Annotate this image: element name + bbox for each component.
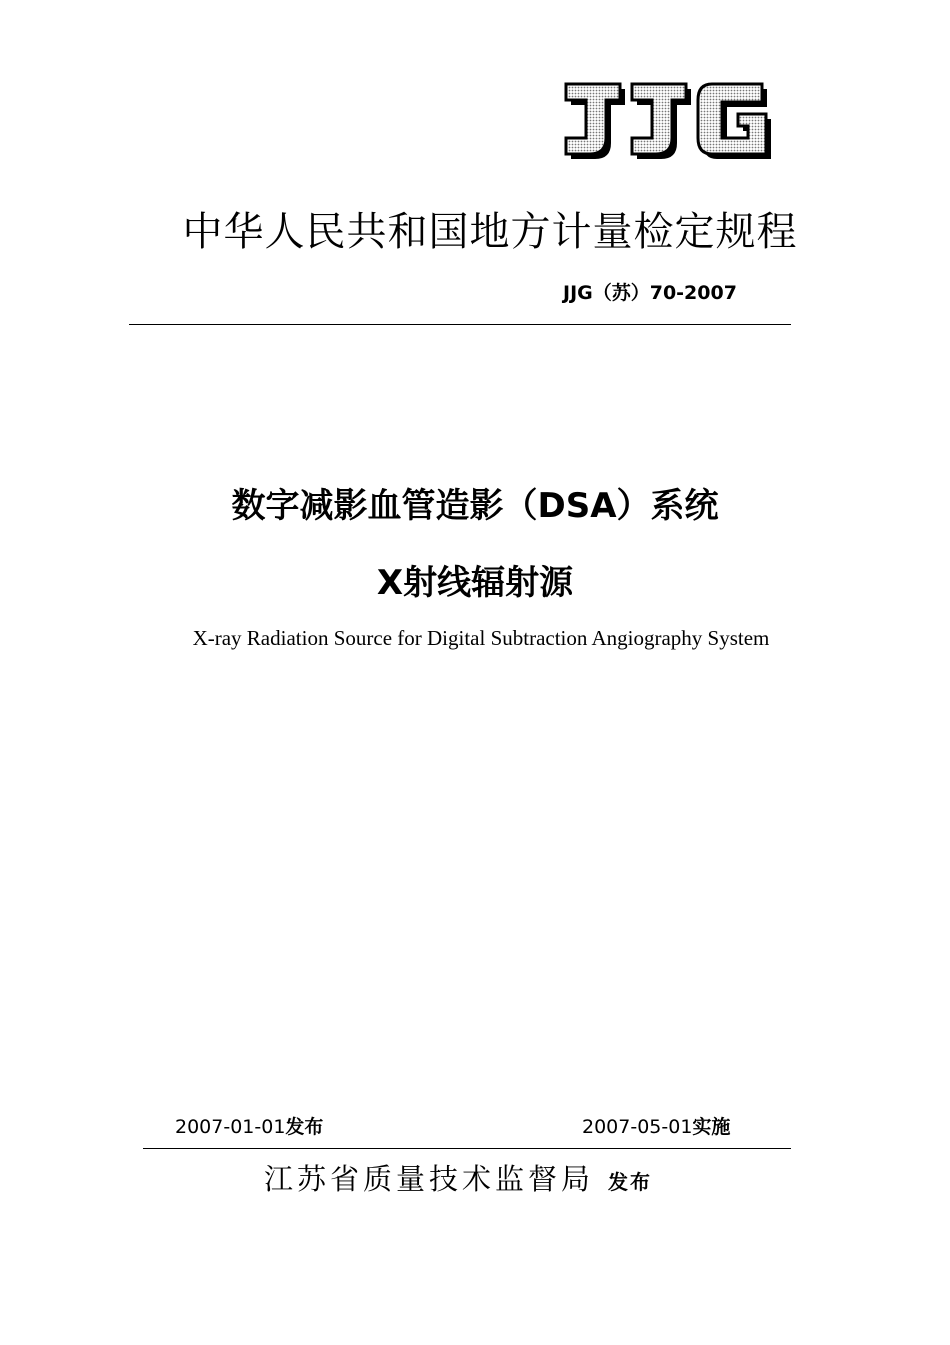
document-number: JJG（苏）70-2007 xyxy=(563,282,737,304)
top-divider xyxy=(129,324,791,325)
issued-label: 发布 xyxy=(285,1116,324,1138)
jjg-logo xyxy=(562,80,776,162)
series-title: 中华人民共和国地方计量检定规程 xyxy=(182,209,798,255)
bottom-divider xyxy=(143,1148,791,1149)
title-line-1: 数字减影血管造影（DSA）系统 xyxy=(231,486,719,526)
title-line-2: X射线辐射源 xyxy=(376,563,574,603)
issued-date-line xyxy=(175,1112,323,1139)
publisher-suffix: 发布 xyxy=(608,1170,653,1194)
publisher-line xyxy=(264,1157,652,1198)
english-title: X-ray Radiation Source for Digital Subtraction Angiography System xyxy=(192,626,770,650)
publisher-name: 江苏省质量技术监督局 xyxy=(264,1162,595,1196)
issued-date: 2007-01-01 xyxy=(175,1116,286,1138)
effective-date: 2007-05-01 xyxy=(582,1116,693,1138)
effective-label: 实施 xyxy=(692,1116,731,1138)
effective-date-line xyxy=(582,1112,730,1139)
